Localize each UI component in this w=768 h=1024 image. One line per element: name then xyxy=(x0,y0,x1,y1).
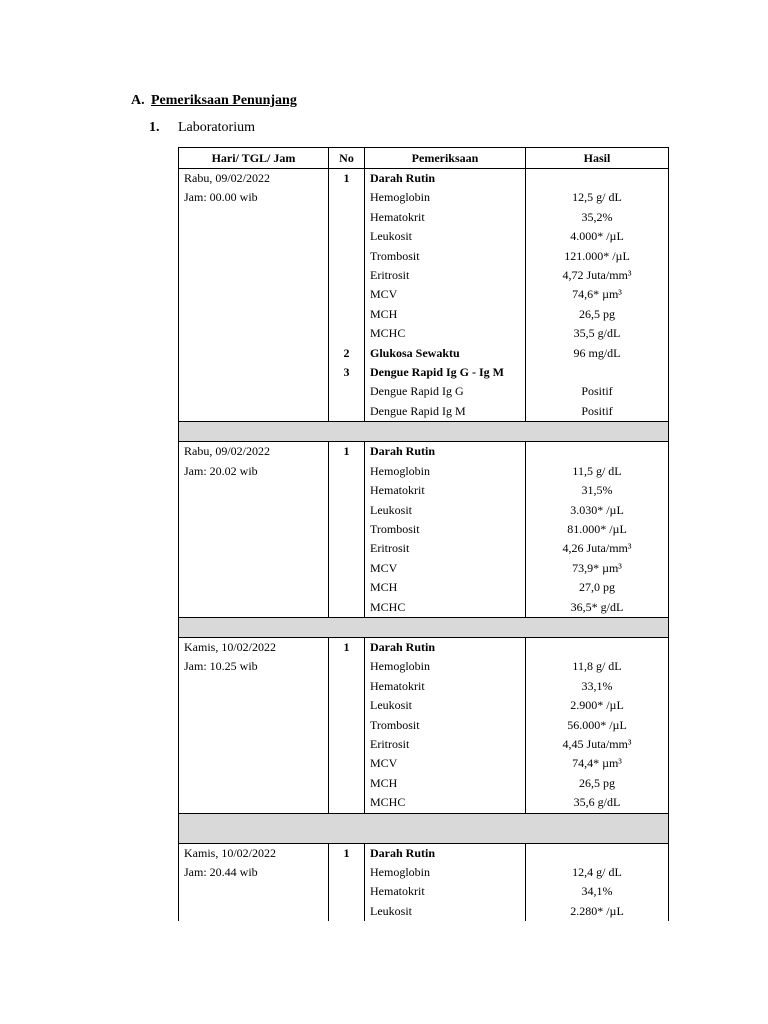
date-cell xyxy=(179,793,329,813)
result-cell: 4,26 Juta/mm³ xyxy=(526,539,669,558)
test-cell: Hemoglobin xyxy=(365,657,526,676)
result-cell xyxy=(526,363,669,382)
number-cell: 1 xyxy=(329,637,365,657)
date-cell xyxy=(179,227,329,246)
date-cell: Kamis, 10/02/2022 xyxy=(179,843,329,863)
table-row xyxy=(179,539,669,558)
date-cell xyxy=(179,598,329,618)
table-row xyxy=(179,247,669,266)
number-cell xyxy=(329,902,365,921)
number-cell xyxy=(329,882,365,901)
date-cell xyxy=(179,902,329,921)
number-cell xyxy=(329,501,365,520)
test-cell: Trombosit xyxy=(365,716,526,735)
result-cell: 56.000* /µL xyxy=(526,716,669,735)
test-cell: MCV xyxy=(365,559,526,578)
number-cell xyxy=(329,208,365,227)
test-cell: Eritrosit xyxy=(365,735,526,754)
date-cell: Rabu, 09/02/2022 xyxy=(179,169,329,189)
date-cell xyxy=(179,247,329,266)
test-cell: MCHC xyxy=(365,793,526,813)
number-cell xyxy=(329,677,365,696)
number-cell xyxy=(329,305,365,324)
result-cell: 96 mg/dL xyxy=(526,344,669,363)
subsection-number: 1. xyxy=(149,120,160,135)
date-cell: Rabu, 09/02/2022 xyxy=(179,442,329,462)
table-row xyxy=(179,520,669,539)
separator-cell xyxy=(179,422,669,442)
table-row xyxy=(179,716,669,735)
test-cell: Darah Rutin xyxy=(365,442,526,462)
number-cell xyxy=(329,716,365,735)
result-cell: 36,5* g/dL xyxy=(526,598,669,618)
date-cell: Kamis, 10/02/2022 xyxy=(179,637,329,657)
test-cell: MCH xyxy=(365,578,526,597)
result-cell: 3.030* /µL xyxy=(526,501,669,520)
table-row xyxy=(179,363,669,382)
table-row xyxy=(179,843,669,863)
test-cell: Hematokrit xyxy=(365,208,526,227)
number-cell xyxy=(329,324,365,343)
date-cell xyxy=(179,882,329,901)
date-cell xyxy=(179,382,329,401)
result-cell: 12,4 g/ dL xyxy=(526,863,669,882)
table-row xyxy=(179,677,669,696)
number-cell xyxy=(329,696,365,715)
table-row xyxy=(179,774,669,793)
result-cell: 4.000* /µL xyxy=(526,227,669,246)
date-cell xyxy=(179,716,329,735)
number-cell xyxy=(329,247,365,266)
test-cell: MCHC xyxy=(365,324,526,343)
table-row xyxy=(179,382,669,401)
table-row xyxy=(179,227,669,246)
number-cell xyxy=(329,285,365,304)
number-cell xyxy=(329,774,365,793)
date-cell xyxy=(179,324,329,343)
test-cell: Leukosit xyxy=(365,501,526,520)
test-cell: MCV xyxy=(365,285,526,304)
table-row xyxy=(179,169,669,189)
result-cell: 11,8 g/ dL xyxy=(526,657,669,676)
test-cell: Glukosa Sewaktu xyxy=(365,344,526,363)
table-header xyxy=(179,148,669,169)
date-cell xyxy=(179,501,329,520)
test-cell: Dengue Rapid Ig M xyxy=(365,402,526,422)
table-row xyxy=(179,442,669,462)
separator-cell xyxy=(179,813,669,843)
test-cell: Leukosit xyxy=(365,227,526,246)
group-separator xyxy=(179,422,669,442)
test-cell: Hematokrit xyxy=(365,882,526,901)
number-cell xyxy=(329,539,365,558)
result-cell: 27,0 pg xyxy=(526,578,669,597)
result-cell: 33,1% xyxy=(526,677,669,696)
subsection-title: Laboratorium xyxy=(178,120,255,135)
number-cell xyxy=(329,266,365,285)
result-cell: 11,5 g/ dL xyxy=(526,462,669,481)
table-body xyxy=(179,169,669,922)
table-row xyxy=(179,559,669,578)
test-cell: MCH xyxy=(365,774,526,793)
result-cell: 35,6 g/dL xyxy=(526,793,669,813)
table-row xyxy=(179,285,669,304)
number-cell xyxy=(329,793,365,813)
result-cell: 2.900* /µL xyxy=(526,696,669,715)
result-cell: 26,5 pg xyxy=(526,305,669,324)
number-cell xyxy=(329,657,365,676)
table-row xyxy=(179,793,669,813)
result-cell: 74,6* µm³ xyxy=(526,285,669,304)
table-row xyxy=(179,754,669,773)
test-cell: Darah Rutin xyxy=(365,169,526,189)
table-row xyxy=(179,402,669,422)
date-cell xyxy=(179,344,329,363)
table-row xyxy=(179,266,669,285)
date-cell xyxy=(179,285,329,304)
test-cell: Trombosit xyxy=(365,520,526,539)
number-cell xyxy=(329,188,365,207)
table-row xyxy=(179,863,669,882)
test-cell: Eritrosit xyxy=(365,266,526,285)
number-cell: 1 xyxy=(329,843,365,863)
number-cell xyxy=(329,462,365,481)
number-cell xyxy=(329,382,365,401)
section-heading xyxy=(131,93,297,109)
test-cell: Eritrosit xyxy=(365,539,526,558)
subsection-heading xyxy=(149,120,255,136)
table-row xyxy=(179,481,669,500)
number-cell xyxy=(329,754,365,773)
number-cell xyxy=(329,559,365,578)
result-cell: 2.280* /µL xyxy=(526,902,669,921)
header-test: Pemeriksaan xyxy=(365,148,526,169)
lab-results-table xyxy=(178,147,669,921)
date-cell xyxy=(179,735,329,754)
group-separator xyxy=(179,617,669,637)
number-cell xyxy=(329,598,365,618)
result-cell xyxy=(526,442,669,462)
date-cell: Jam: 20.02 wib xyxy=(179,462,329,481)
table-row xyxy=(179,305,669,324)
number-cell: 1 xyxy=(329,169,365,189)
result-cell: 34,1% xyxy=(526,882,669,901)
header-date: Hari/ TGL/ Jam xyxy=(179,148,329,169)
date-cell xyxy=(179,481,329,500)
date-cell xyxy=(179,696,329,715)
date-cell: Jam: 00.00 wib xyxy=(179,188,329,207)
table-row xyxy=(179,882,669,901)
date-cell xyxy=(179,754,329,773)
number-cell xyxy=(329,227,365,246)
date-cell xyxy=(179,774,329,793)
result-cell xyxy=(526,843,669,863)
result-cell: 12,5 g/ dL xyxy=(526,188,669,207)
result-cell: 74,4* µm³ xyxy=(526,754,669,773)
date-cell xyxy=(179,363,329,382)
result-cell: 4,72 Juta/mm³ xyxy=(526,266,669,285)
test-cell: MCHC xyxy=(365,598,526,618)
separator-cell xyxy=(179,617,669,637)
date-cell xyxy=(179,578,329,597)
test-cell: Hematokrit xyxy=(365,677,526,696)
test-cell: Hemoglobin xyxy=(365,462,526,481)
test-cell: MCH xyxy=(365,305,526,324)
test-cell: Darah Rutin xyxy=(365,843,526,863)
date-cell xyxy=(179,520,329,539)
table-row xyxy=(179,696,669,715)
test-cell: Leukosit xyxy=(365,696,526,715)
date-cell: Jam: 20.44 wib xyxy=(179,863,329,882)
table-row xyxy=(179,637,669,657)
date-cell xyxy=(179,539,329,558)
date-cell xyxy=(179,208,329,227)
number-cell xyxy=(329,481,365,500)
number-cell: 1 xyxy=(329,442,365,462)
header-result: Hasil xyxy=(526,148,669,169)
table-row xyxy=(179,657,669,676)
test-cell: Darah Rutin xyxy=(365,637,526,657)
result-cell: 73,9* µm³ xyxy=(526,559,669,578)
result-cell xyxy=(526,637,669,657)
result-cell: 26,5 pg xyxy=(526,774,669,793)
result-cell: Positif xyxy=(526,402,669,422)
test-cell: MCV xyxy=(365,754,526,773)
header-no: No xyxy=(329,148,365,169)
table-row xyxy=(179,188,669,207)
section-title: Pemeriksaan Penunjang xyxy=(151,93,297,108)
date-cell xyxy=(179,677,329,696)
test-cell: Dengue Rapid Ig G xyxy=(365,382,526,401)
test-cell: Hemoglobin xyxy=(365,863,526,882)
table-row xyxy=(179,344,669,363)
result-cell: 35,2% xyxy=(526,208,669,227)
result-cell: 121.000* /µL xyxy=(526,247,669,266)
date-cell xyxy=(179,559,329,578)
number-cell: 3 xyxy=(329,363,365,382)
number-cell xyxy=(329,735,365,754)
number-cell xyxy=(329,520,365,539)
test-cell: Hematokrit xyxy=(365,481,526,500)
result-cell: 35,5 g/dL xyxy=(526,324,669,343)
date-cell xyxy=(179,305,329,324)
date-cell xyxy=(179,266,329,285)
table-row xyxy=(179,598,669,618)
number-cell xyxy=(329,863,365,882)
result-cell: 4,45 Juta/mm³ xyxy=(526,735,669,754)
number-cell xyxy=(329,578,365,597)
table-row xyxy=(179,462,669,481)
result-cell: Positif xyxy=(526,382,669,401)
table-row xyxy=(179,208,669,227)
test-cell: Leukosit xyxy=(365,902,526,921)
table-row xyxy=(179,578,669,597)
header-row xyxy=(179,148,669,169)
table-row xyxy=(179,324,669,343)
date-cell xyxy=(179,402,329,422)
table-row xyxy=(179,501,669,520)
section-letter: A. xyxy=(131,93,145,108)
table-row xyxy=(179,902,669,921)
test-cell: Hemoglobin xyxy=(365,188,526,207)
result-cell xyxy=(526,169,669,189)
group-separator xyxy=(179,813,669,843)
table-row xyxy=(179,735,669,754)
number-cell: 2 xyxy=(329,344,365,363)
date-cell: Jam: 10.25 wib xyxy=(179,657,329,676)
result-cell: 31,5% xyxy=(526,481,669,500)
test-cell: Trombosit xyxy=(365,247,526,266)
test-cell: Dengue Rapid Ig G - Ig M xyxy=(365,363,526,382)
number-cell xyxy=(329,402,365,422)
result-cell: 81.000* /µL xyxy=(526,520,669,539)
